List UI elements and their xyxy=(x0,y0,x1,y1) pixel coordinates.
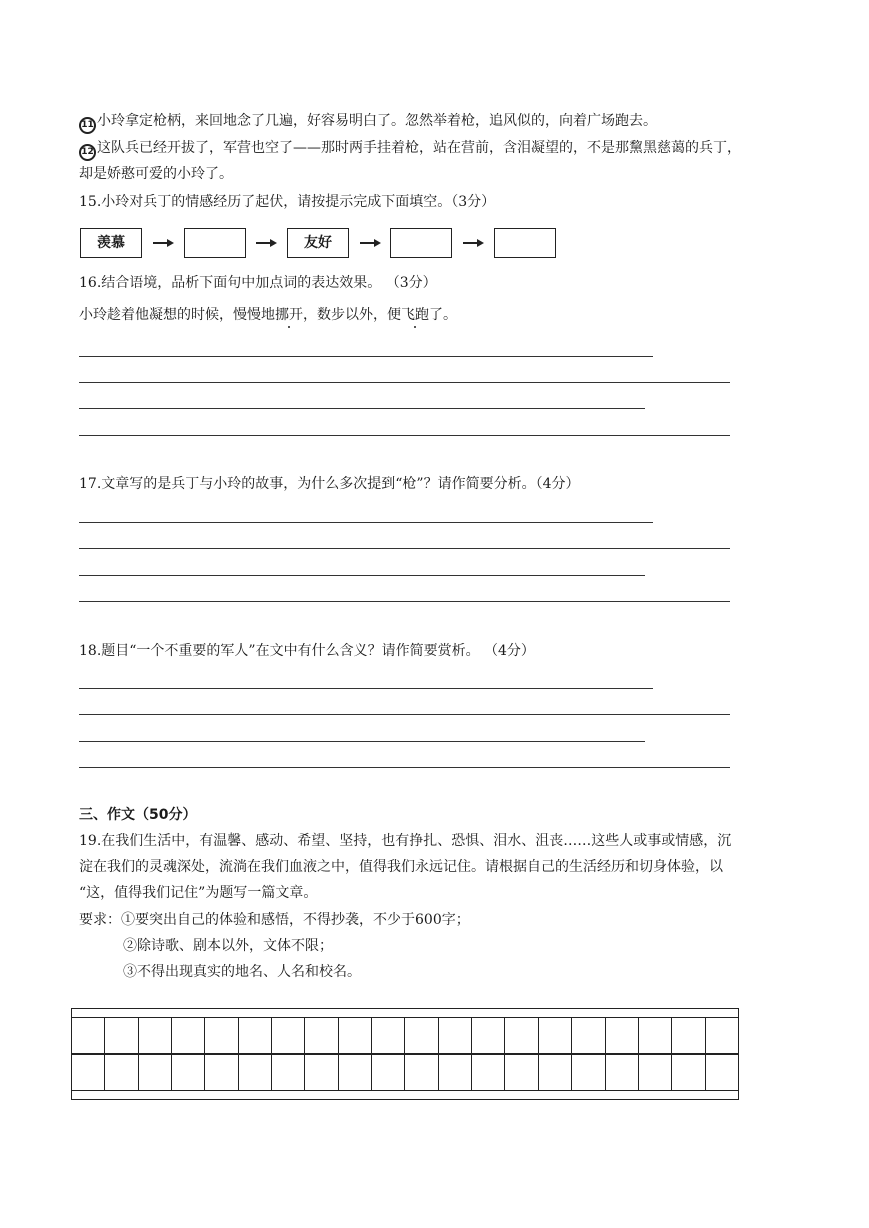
grid-cell[interactable] xyxy=(72,1018,104,1054)
grid-row xyxy=(72,1017,738,1055)
requirement-3: ③不得出现真实的地名、人名和校名。 xyxy=(123,964,361,980)
answer-line-16-3[interactable] xyxy=(79,408,645,409)
requirement-label: 要求： xyxy=(79,912,121,928)
arrow-right-icon xyxy=(153,236,175,250)
answer-line-17-2[interactable] xyxy=(79,548,730,549)
grid-cell[interactable] xyxy=(304,1018,337,1054)
paragraph-number-12: 12 xyxy=(79,144,96,161)
passage-paragraph-12 xyxy=(79,137,741,161)
grid-cell[interactable] xyxy=(271,1018,304,1054)
flow-box-3: 友好 xyxy=(287,228,349,258)
answer-line-18-2[interactable] xyxy=(79,714,730,715)
grid-cell[interactable] xyxy=(471,1018,504,1054)
question-19-line1: 19.在我们生活中，有温馨、感动、希望、坚持，也有挣扎、恐惧、泪水、沮丧……这些人或事或情感，沉 xyxy=(79,833,732,849)
paragraph-11-text: 小玲拿定枪柄，来回地念了几遍，好容易明白了。忽然举着枪，追风似的，向着广场跑去。 xyxy=(97,113,657,129)
grid-cell[interactable] xyxy=(571,1054,604,1090)
flow-box-5-blank[interactable] xyxy=(494,228,556,258)
requirement-1 xyxy=(79,909,470,929)
grid-cell[interactable] xyxy=(504,1018,537,1054)
question-16-sentence xyxy=(79,304,457,324)
grid-cell[interactable] xyxy=(104,1054,137,1090)
requirement-2: ②除诗歌、剧本以外，文体不限； xyxy=(123,938,333,954)
composition-writing-grid[interactable] xyxy=(71,1008,739,1100)
grid-cell[interactable] xyxy=(204,1054,237,1090)
sentence-part-b: ，数步以外，便 xyxy=(303,307,401,323)
question-19-line2: 淀在我们的灵魂深处，流淌在我们血液之中，值得我们永远记住。请根据自己的生活经历和切身体验，以 xyxy=(79,859,723,875)
question-17: 17.文章写的是兵丁与小玲的故事，为什么多次提到“枪”？请作简要分析。（4分） xyxy=(79,476,580,492)
grid-cell[interactable] xyxy=(638,1054,671,1090)
answer-line-18-3[interactable] xyxy=(79,741,645,742)
grid-cell[interactable] xyxy=(72,1054,104,1090)
grid-cell[interactable] xyxy=(705,1018,738,1054)
grid-cell[interactable] xyxy=(438,1054,471,1090)
paragraph-12-text-line1: 这队兵已经开拔了，军营也空了——那时两手挂着枪，站在营前，含泪凝望的，不是那黧黑慈蔼的兵丁， xyxy=(97,140,741,156)
paragraph-12-text-line2: 却是娇憨可爱的小玲了。 xyxy=(79,166,233,182)
requirement-1-text: ①要突出自己的体验和感悟，不得抄袭，不少于600字； xyxy=(121,912,470,928)
grid-cell[interactable] xyxy=(104,1018,137,1054)
grid-cell[interactable] xyxy=(471,1054,504,1090)
grid-cell[interactable] xyxy=(538,1018,571,1054)
paragraph-number-11: 11 xyxy=(79,117,96,134)
grid-cell[interactable] xyxy=(271,1054,304,1090)
grid-cell[interactable] xyxy=(504,1054,537,1090)
grid-cell[interactable] xyxy=(371,1018,404,1054)
grid-cell[interactable] xyxy=(671,1054,704,1090)
dotted-word-2: 飞跑 xyxy=(401,307,429,323)
grid-row xyxy=(72,1053,738,1091)
grid-cell[interactable] xyxy=(605,1018,638,1054)
grid-cell[interactable] xyxy=(371,1054,404,1090)
grid-cell[interactable] xyxy=(671,1018,704,1054)
grid-cell[interactable] xyxy=(338,1054,371,1090)
grid-cell[interactable] xyxy=(171,1054,204,1090)
grid-cell[interactable] xyxy=(204,1018,237,1054)
grid-cell[interactable] xyxy=(171,1018,204,1054)
grid-cell[interactable] xyxy=(138,1018,171,1054)
grid-cell[interactable] xyxy=(238,1054,271,1090)
arrow-right-icon xyxy=(256,236,278,250)
answer-line-16-1[interactable] xyxy=(79,356,653,357)
grid-cell[interactable] xyxy=(338,1018,371,1054)
answer-line-17-4[interactable] xyxy=(79,601,730,602)
dotted-word-1: 挪开 xyxy=(275,307,303,323)
grid-cell[interactable] xyxy=(238,1018,271,1054)
grid-cell[interactable] xyxy=(138,1054,171,1090)
grid-cell[interactable] xyxy=(705,1054,738,1090)
question-19-line3: “这，值得我们记住”为题写一篇文章。 xyxy=(79,885,318,901)
flow-box-2-blank[interactable] xyxy=(184,228,246,258)
passage-paragraph-11 xyxy=(79,110,657,134)
question-15: 15.小玲对兵丁的情感经历了起伏，请按提示完成下面填空。（3分） xyxy=(79,194,496,210)
section-heading-composition: 三、作文（50分） xyxy=(79,807,197,823)
flow-box-4-blank[interactable] xyxy=(390,228,452,258)
grid-cell[interactable] xyxy=(438,1018,471,1054)
flow-box-1: 羡慕 xyxy=(80,228,142,258)
sentence-part-c: 了。 xyxy=(429,307,457,323)
arrow-right-icon xyxy=(463,236,485,250)
grid-cell[interactable] xyxy=(538,1054,571,1090)
question-18: 18.题目“一个不重要的军人”在文中有什么含义？请作简要赏析。 （4分） xyxy=(79,643,535,659)
answer-line-17-3[interactable] xyxy=(79,575,645,576)
sentence-part-a: 小玲趁着他凝想的时候，慢慢地 xyxy=(79,307,275,323)
arrow-right-icon xyxy=(360,236,382,250)
grid-cell[interactable] xyxy=(605,1054,638,1090)
grid-cell[interactable] xyxy=(304,1054,337,1090)
grid-cell[interactable] xyxy=(404,1018,437,1054)
answer-line-16-2[interactable] xyxy=(79,382,730,383)
question-16: 16.结合语境，品析下面句中加点词的表达效果。 （3分） xyxy=(79,275,437,291)
grid-cell[interactable] xyxy=(571,1018,604,1054)
grid-cell[interactable] xyxy=(638,1018,671,1054)
answer-line-18-4[interactable] xyxy=(79,767,730,768)
grid-cell[interactable] xyxy=(404,1054,437,1090)
answer-line-18-1[interactable] xyxy=(79,688,653,689)
answer-line-17-1[interactable] xyxy=(79,522,653,523)
answer-line-16-4[interactable] xyxy=(79,435,730,436)
